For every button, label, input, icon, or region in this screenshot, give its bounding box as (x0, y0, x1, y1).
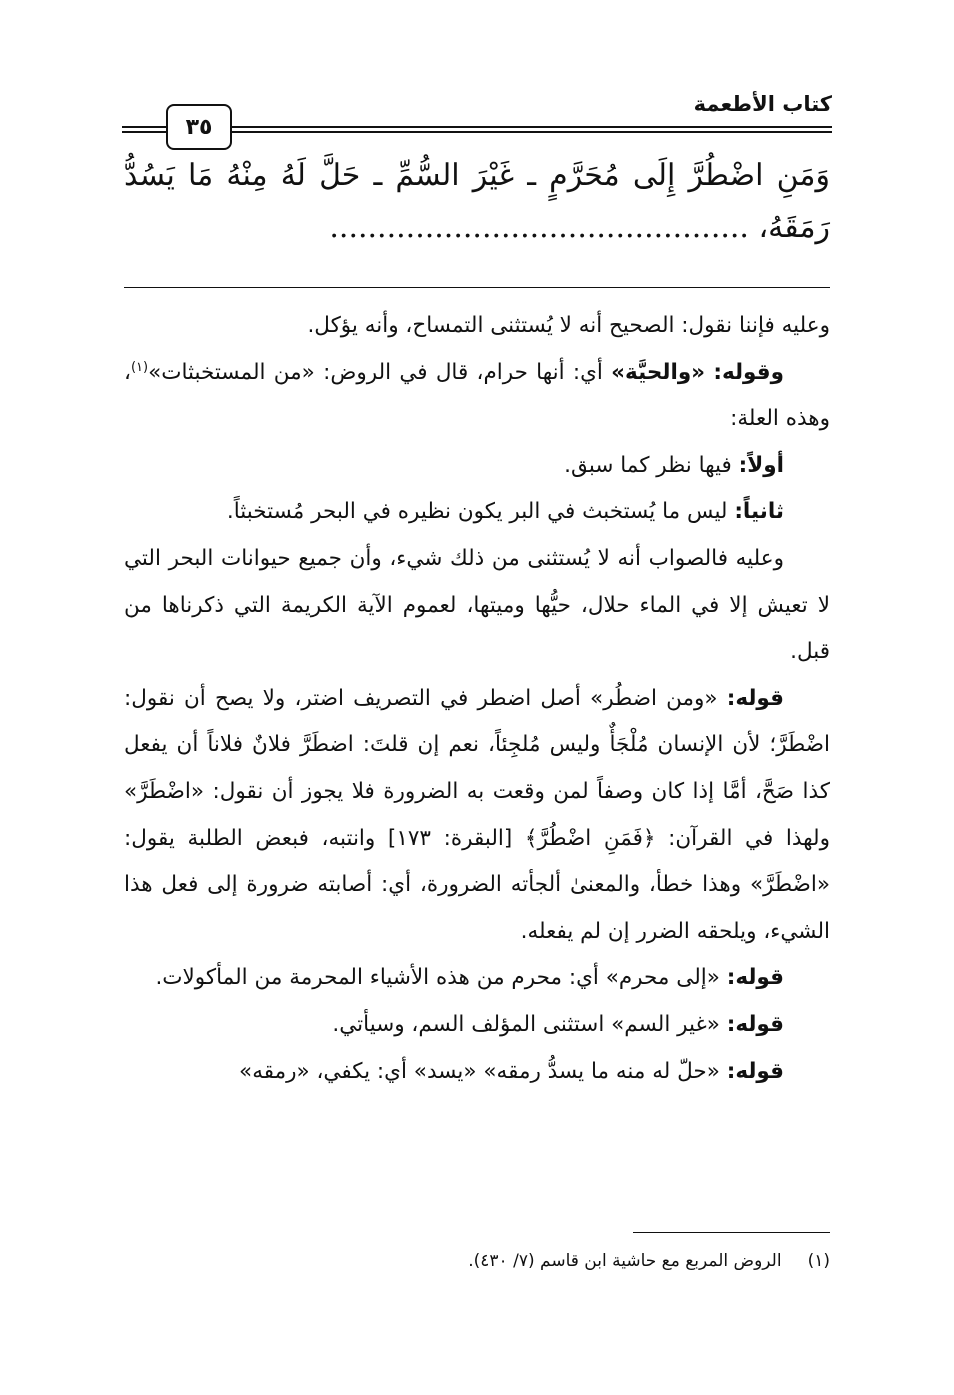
paragraph-9-label: قوله: (726, 1058, 784, 1084)
paragraph-8-label: قوله: (726, 1011, 784, 1037)
commentary (124, 303, 830, 1095)
paragraph-1 (124, 303, 830, 350)
header-rule-right (230, 126, 832, 133)
paragraph-3 (124, 443, 830, 490)
paragraph-7 (124, 955, 830, 1002)
matn-separator (124, 287, 830, 288)
paragraph-7-label: قوله: (726, 965, 784, 991)
paragraph-2-text: أي: أنها حرام، قال في الروض: «من المستخبثات» (148, 359, 603, 385)
header-rule-left (122, 126, 166, 133)
paragraph-9-text: «حلّ له منه ما يسدُّ رمقه» «يسد» أي: يكفي، «رمقه» (239, 1058, 720, 1084)
footnote-text: الروض المربع مع حاشية ابن قاسم (٧/ ٤٣٠). (468, 1251, 782, 1271)
paragraph-9 (124, 1049, 830, 1096)
matn-line-1: وَمَنِ اضْطُرَّ إِلَى مُحَرَّمٍ ـ غَيْرَ السُّمِّ ـ حَلَّ لَهُ مِنْهُ مَا يَسُدُّ (124, 158, 830, 193)
paragraph-4 (124, 489, 830, 536)
paragraph-8-text: «غير السم» استثنى المؤلف السم، وسيأتي. (332, 1011, 720, 1037)
page-number: ٣٥ (166, 104, 232, 150)
paragraph-7-text: «إلى محرم» أي: محرم من هذه الأشياء المحرمة من المأكولات. (155, 965, 720, 991)
running-title: كتاب الأطعمة (693, 92, 832, 116)
footnote-ref[interactable]: (١) (130, 359, 149, 375)
paragraph-2 (124, 350, 830, 443)
paragraph-4-label: ثانياً: (734, 499, 784, 525)
matn-text (124, 150, 830, 254)
paragraph-5 (124, 536, 830, 676)
footnote-separator (633, 1232, 830, 1233)
matn-line-2: رَمَقَهُ، ............................................ (329, 210, 830, 245)
paragraph-3-label: أولاً: (738, 452, 784, 478)
paragraph-6-text: «ومن اضطُر» أصل اضطر في التصريف اضتر، ولا يصح أن نقول: اضْطَرَّ؛ لأن الإنسان مُلْجَأٌ وليس مُلجِئاً، نعم إن قلتَ: اضطَرَّ فلانٌ فلاناً أن يفعل كذا صَحَّ، أمَّا إذا كان وصفاً لمن وقعت به الضرورة فلا يجوز أن نقول: «اضْطَرَّ» ولهذا في القرآن: ﴿فَمَنِ اضْطُرَّ﴾ [البقرة: ١٧٣] وانتبه، فبعض الطلبة يقول: «اضْطَرَّ» وهذا خطأ، والمعنىٰ ألجأته الضرورة، أي: أصابته ضرورة إلى فعل هذا الشيء، ويلحقه الضرر إن لم يفعله. (124, 685, 830, 944)
paragraph-2-term: «والحيَّة» (611, 359, 706, 385)
paragraph-3-text: فيها نظر كما سبق. (564, 452, 732, 478)
paragraph-2-tail: ، وهذه العلة: (124, 359, 830, 432)
paragraph-4-text: ليس ما يُستخبث في البر يكون نظيره في البحر مُستخبثاً. (226, 499, 728, 525)
paragraph-1-text: وعليه فإننا نقول: الصحيح أنه لا يُستثنى التمساح، وأنه يؤكل. (307, 313, 830, 338)
paragraph-6 (124, 676, 830, 956)
paragraph-2-label: وقوله: (713, 359, 784, 385)
paragraph-5-text: وعليه فالصواب أنه لا يُستثنى من ذلك شيء، وأن جميع حيوانات البحر التي لا تعيش إلا في الماء حلال، حيُّها وميتها، لعموم الآية الكريمة التي ذكرناها من قبل. (124, 545, 830, 665)
footnote-number: (١) (807, 1251, 830, 1271)
footnote (124, 1246, 830, 1276)
paragraph-6-label: قوله: (726, 685, 784, 711)
paragraph-8 (124, 1002, 830, 1049)
